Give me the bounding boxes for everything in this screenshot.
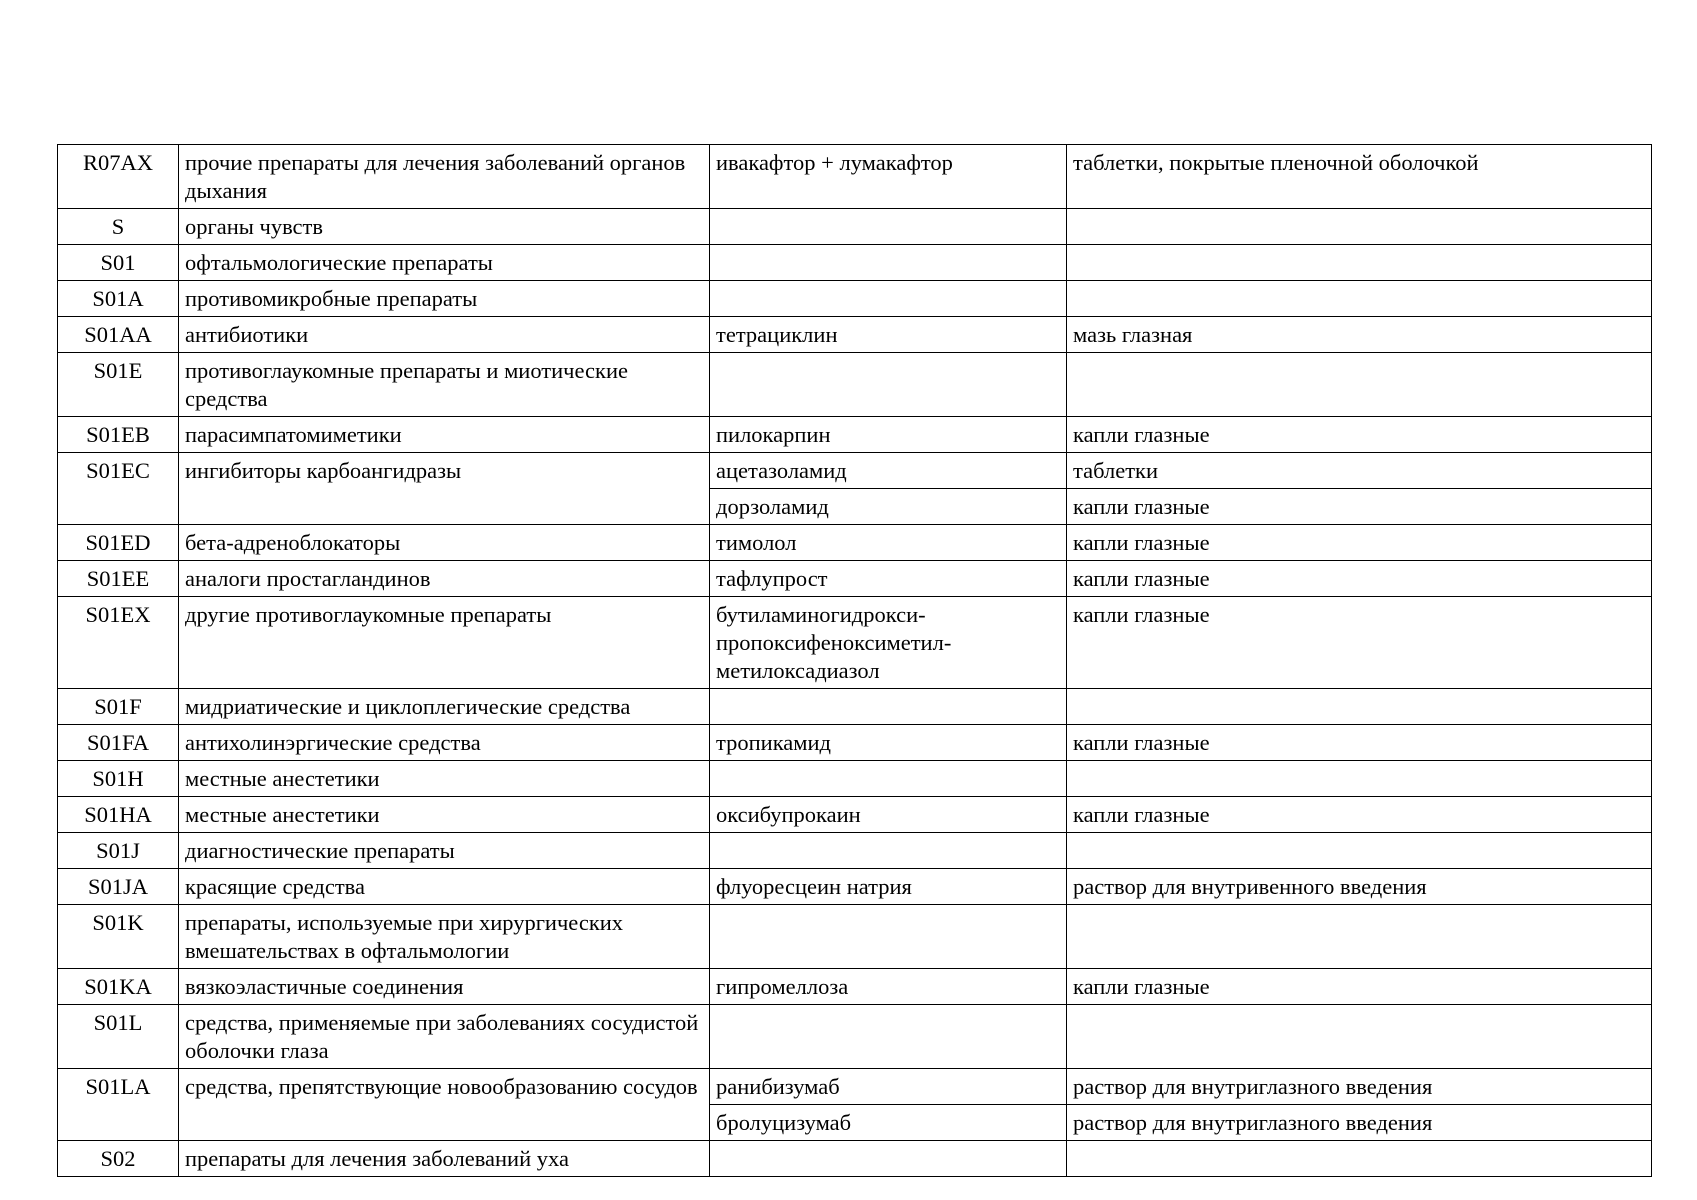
dosage-form-cell: [1067, 761, 1652, 797]
drug-name-cell: тропикамид: [710, 725, 1067, 761]
group-name-cell: красящие средства: [179, 869, 710, 905]
atc-code-cell: S01H: [58, 761, 179, 797]
drug-name-cell: ранибизумаб: [710, 1069, 1067, 1105]
table-row: [58, 969, 1652, 1005]
group-name-cell: средства, применяемые при заболеваниях сосудистой оболочки глаза: [179, 1005, 710, 1069]
dosage-form-cell: таблетки, покрытые пленочной оболочкой: [1067, 145, 1652, 209]
dosage-form-cell: капли глазные: [1067, 597, 1652, 689]
dosage-form-cell: капли глазные: [1067, 725, 1652, 761]
table-body: [58, 145, 1652, 1177]
atc-code-cell: S: [58, 209, 179, 245]
group-name-cell: мидриатические и циклоплегические средства: [179, 689, 710, 725]
drug-name-cell: флуоресцеин натрия: [710, 869, 1067, 905]
drug-name-cell: [710, 281, 1067, 317]
drug-name-cell: [710, 761, 1067, 797]
table-row: [58, 597, 1652, 689]
dosage-form-cell: раствор для внутриглазного введения: [1067, 1069, 1652, 1105]
group-name-cell: аналоги простагландинов: [179, 561, 710, 597]
table-row: [58, 145, 1652, 209]
group-name-cell: органы чувств: [179, 209, 710, 245]
table-row: [58, 1141, 1652, 1177]
atc-code-cell: S01EE: [58, 561, 179, 597]
table-row: [58, 561, 1652, 597]
dosage-form-cell: капли глазные: [1067, 969, 1652, 1005]
drug-name-cell: бролуцизумаб: [710, 1105, 1067, 1141]
group-name-cell: бета-адреноблокаторы: [179, 525, 710, 561]
dosage-form-cell: раствор для внутриглазного введения: [1067, 1105, 1652, 1141]
table-row: [58, 317, 1652, 353]
group-name-cell: прочие препараты для лечения заболеваний органов дыхания: [179, 145, 710, 209]
atc-code-cell: S01: [58, 245, 179, 281]
group-name-cell: антихолинэргические средства: [179, 725, 710, 761]
dosage-form-cell: раствор для внутривенного введения: [1067, 869, 1652, 905]
drug-name-cell: тимолол: [710, 525, 1067, 561]
drug-name-cell: ацетазоламид: [710, 453, 1067, 489]
group-name-cell: диагностические препараты: [179, 833, 710, 869]
atc-code-cell: S01KA: [58, 969, 179, 1005]
table-row: [58, 281, 1652, 317]
atc-code-cell: S01EC: [58, 453, 179, 525]
dosage-form-cell: [1067, 281, 1652, 317]
atc-code-cell: S01K: [58, 905, 179, 969]
group-name-cell: вязкоэластичные соединения: [179, 969, 710, 1005]
group-name-cell: другие противоглаукомные препараты: [179, 597, 710, 689]
dosage-form-cell: капли глазные: [1067, 417, 1652, 453]
group-name-cell: средства, препятствующие новообразованию сосудов: [179, 1069, 710, 1141]
group-name-cell: препараты для лечения заболеваний уха: [179, 1141, 710, 1177]
dosage-form-cell: [1067, 209, 1652, 245]
drug-name-cell: гипромеллоза: [710, 969, 1067, 1005]
drug-name-cell: [710, 905, 1067, 969]
atc-code-cell: S01AA: [58, 317, 179, 353]
drug-name-cell: тафлупрост: [710, 561, 1067, 597]
drug-name-cell: пилокарпин: [710, 417, 1067, 453]
atc-code-cell: S01EB: [58, 417, 179, 453]
group-name-cell: парасимпатомиметики: [179, 417, 710, 453]
table-row: [58, 353, 1652, 417]
table-row: [58, 833, 1652, 869]
atc-code-cell: S01L: [58, 1005, 179, 1069]
table-row: [58, 245, 1652, 281]
table-row: [58, 525, 1652, 561]
drug-name-cell: бутиламиногидрокси-пропоксифеноксиметил-метилоксадиазол: [710, 597, 1067, 689]
table-row: [58, 1005, 1652, 1069]
table-row: [58, 797, 1652, 833]
atc-code-cell: S01E: [58, 353, 179, 417]
dosage-form-cell: [1067, 353, 1652, 417]
table-row: [58, 761, 1652, 797]
dosage-form-cell: [1067, 905, 1652, 969]
table-row: [58, 417, 1652, 453]
group-name-cell: местные анестетики: [179, 797, 710, 833]
atc-code-cell: R07AX: [58, 145, 179, 209]
drug-name-cell: [710, 353, 1067, 417]
table-row: [58, 1069, 1652, 1105]
table-row: [58, 689, 1652, 725]
group-name-cell: препараты, используемые при хирургических вмешательствах в офтальмологии: [179, 905, 710, 969]
atc-code-cell: S01F: [58, 689, 179, 725]
dosage-form-cell: [1067, 689, 1652, 725]
table-row: [58, 869, 1652, 905]
dosage-form-cell: [1067, 1141, 1652, 1177]
dosage-form-cell: [1067, 1005, 1652, 1069]
drug-name-cell: [710, 689, 1067, 725]
dosage-form-cell: мазь глазная: [1067, 317, 1652, 353]
group-name-cell: офтальмологические препараты: [179, 245, 710, 281]
drug-classification-table: [57, 144, 1652, 1177]
drug-name-cell: ивакафтор + лумакафтор: [710, 145, 1067, 209]
atc-code-cell: S01EX: [58, 597, 179, 689]
dosage-form-cell: [1067, 245, 1652, 281]
drug-name-cell: оксибупрокаин: [710, 797, 1067, 833]
atc-code-cell: S01HA: [58, 797, 179, 833]
table-row: [58, 453, 1652, 489]
group-name-cell: ингибиторы карбоангидразы: [179, 453, 710, 525]
atc-code-cell: S01FA: [58, 725, 179, 761]
group-name-cell: антибиотики: [179, 317, 710, 353]
group-name-cell: местные анестетики: [179, 761, 710, 797]
atc-code-cell: S01A: [58, 281, 179, 317]
atc-code-cell: S01JA: [58, 869, 179, 905]
dosage-form-cell: таблетки: [1067, 453, 1652, 489]
group-name-cell: противоглаукомные препараты и миотические средства: [179, 353, 710, 417]
drug-name-cell: [710, 209, 1067, 245]
group-name-cell: противомикробные препараты: [179, 281, 710, 317]
atc-code-cell: S01J: [58, 833, 179, 869]
dosage-form-cell: [1067, 833, 1652, 869]
drug-name-cell: [710, 833, 1067, 869]
drug-name-cell: [710, 1005, 1067, 1069]
drug-name-cell: тетрациклин: [710, 317, 1067, 353]
table-row: [58, 725, 1652, 761]
drug-name-cell: дорзоламид: [710, 489, 1067, 525]
atc-code-cell: S01LA: [58, 1069, 179, 1141]
drug-name-cell: [710, 1141, 1067, 1177]
drug-name-cell: [710, 245, 1067, 281]
dosage-form-cell: капли глазные: [1067, 797, 1652, 833]
atc-code-cell: S01ED: [58, 525, 179, 561]
dosage-form-cell: капли глазные: [1067, 525, 1652, 561]
dosage-form-cell: капли глазные: [1067, 561, 1652, 597]
dosage-form-cell: капли глазные: [1067, 489, 1652, 525]
table-row: [58, 905, 1652, 969]
table-row: [58, 209, 1652, 245]
atc-code-cell: S02: [58, 1141, 179, 1177]
